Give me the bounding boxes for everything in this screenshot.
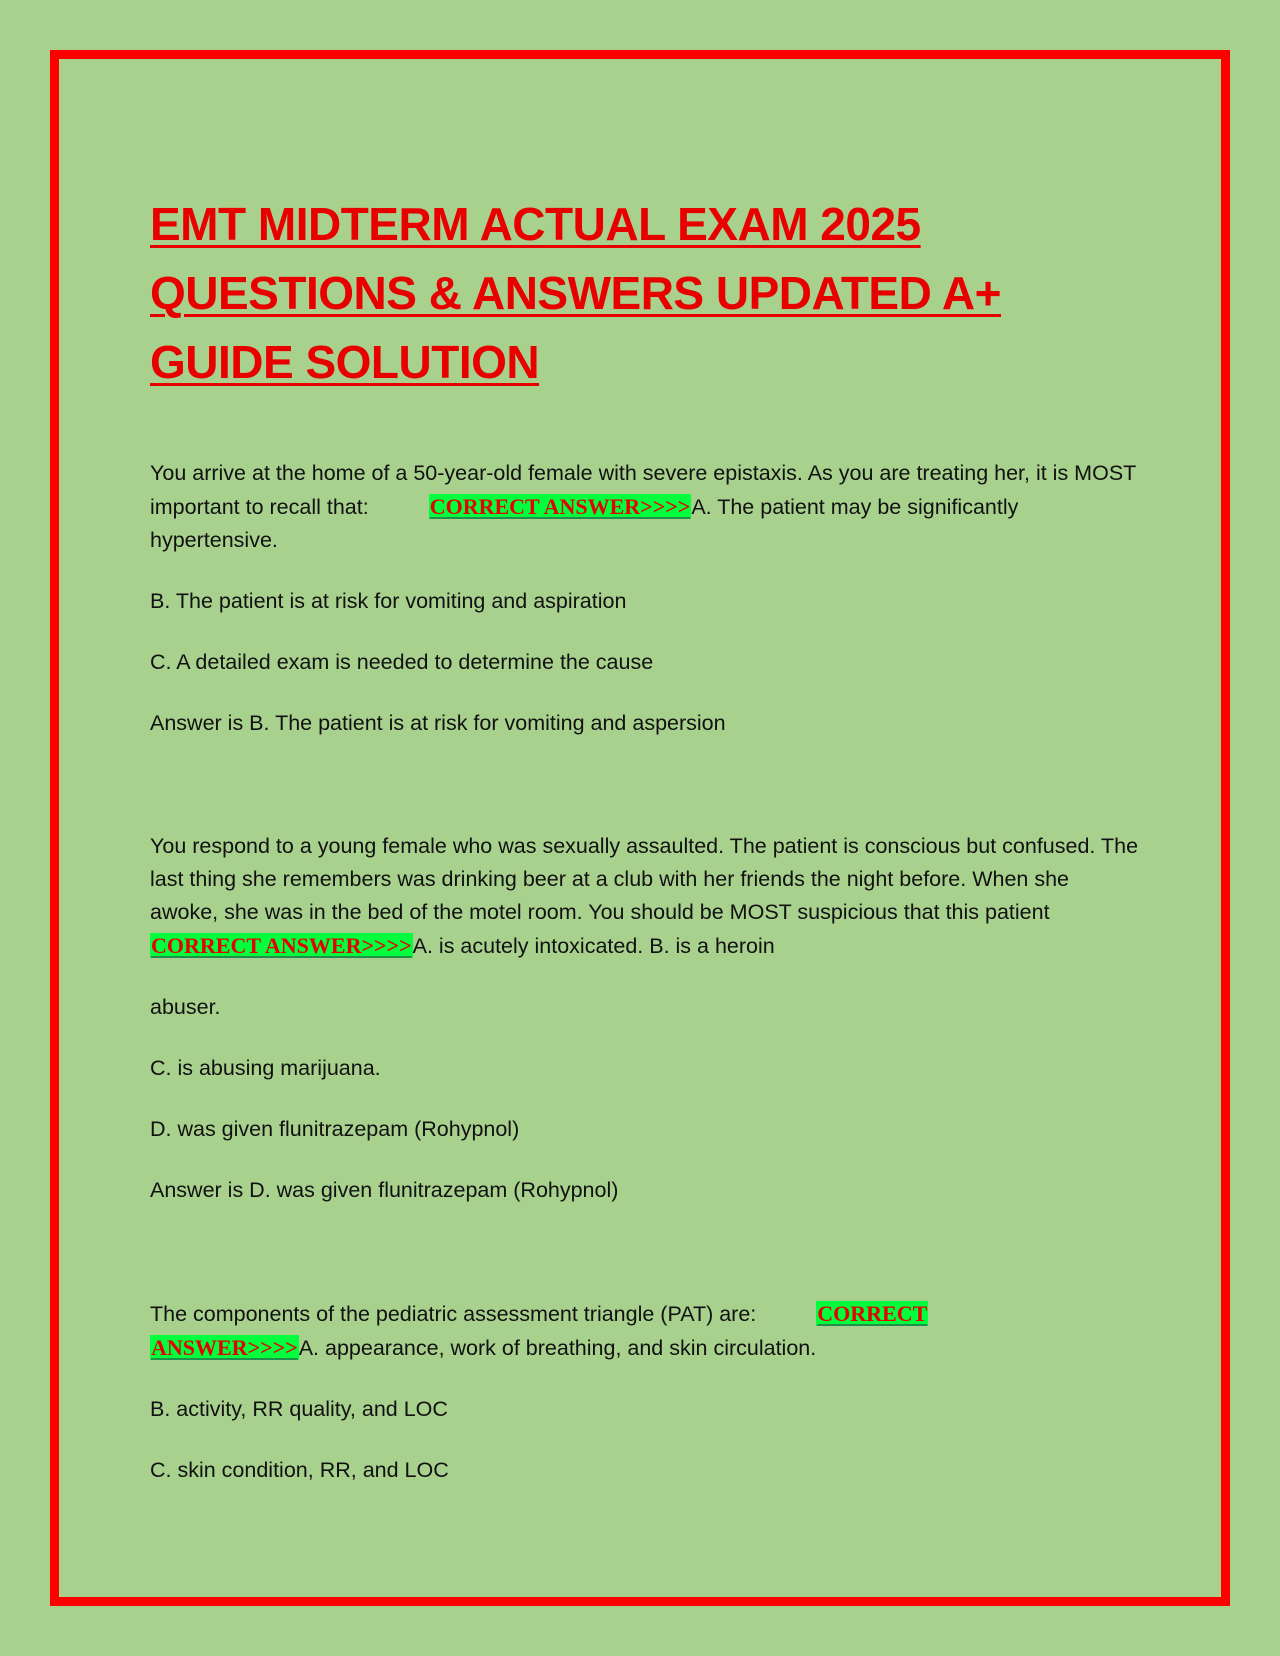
title-line-1: EMT MIDTERM ACTUAL EXAM 2025 — [150, 198, 921, 250]
question-1-answer-a: A. The patient may be significantly hypertensive. — [150, 495, 1019, 552]
question-1-option-b: B. The patient is at risk for vomiting and aspiration — [150, 589, 627, 613]
question-2-answer-line: Answer is D. was given flunitrazepam (Rohypnol) — [150, 1178, 619, 1202]
question-3 — [150, 1297, 1140, 1487]
correct-answer-tag-part-2: ANSWER>>>> — [151, 1335, 298, 1360]
question-1-text — [150, 457, 1140, 557]
question-3-option-c: C. skin condition, RR, and LOC — [150, 1458, 449, 1482]
question-2-option-d: D. was given flunitrazepam (Rohypnol) — [150, 1117, 520, 1141]
question-1-stem: You arrive at the home of a 50-year-old female with severe epistaxis. As you are treating her, it is MOST important to recall that: — [150, 461, 1136, 519]
question-1 — [150, 457, 1140, 740]
correct-answer-tag-part-1: CORRECT — [817, 1301, 928, 1326]
question-3-option-b: B. activity, RR quality, and LOC — [150, 1397, 448, 1421]
correct-answer-tag: CORRECT ANSWER>>>> — [151, 933, 412, 958]
document-content — [150, 190, 1140, 1487]
document-title — [150, 190, 1140, 397]
question-3-text — [150, 1297, 1140, 1365]
question-2-option-c: C. is abusing marijuana. — [150, 1056, 381, 1080]
title-line-3: GUIDE SOLUTION — [150, 336, 540, 388]
question-1-answer-line: Answer is B. The patient is at risk for vomiting and aspersion — [150, 711, 726, 735]
question-3-stem: The components of the pediatric assessment triangle (PAT) are: — [150, 1302, 757, 1326]
title-line-2: QUESTIONS & ANSWERS UPDATED A+ — [150, 267, 1001, 319]
question-2-answer-a: A. is acutely intoxicated. B. is a heroin — [412, 934, 775, 958]
question-2-stem: You respond to a young female who was sexually assaulted. The patient is conscious but confused. The last thing she remembers was drinking beer at a club with her friends the night before. When she awoke, she was in the bed of the motel room. You should be MOST suspicious that this patient — [150, 834, 1139, 924]
correct-answer-tag: CORRECT ANSWER>>>> — [429, 494, 691, 519]
question-3-answer-a: A. appearance, work of breathing, and skin circulation. — [298, 1336, 817, 1360]
question-2-option-b-cont: abuser. — [150, 995, 221, 1019]
question-1-option-c: C. A detailed exam is needed to determine the cause — [150, 650, 654, 674]
question-2-text — [150, 830, 1140, 963]
question-2 — [150, 830, 1140, 1207]
